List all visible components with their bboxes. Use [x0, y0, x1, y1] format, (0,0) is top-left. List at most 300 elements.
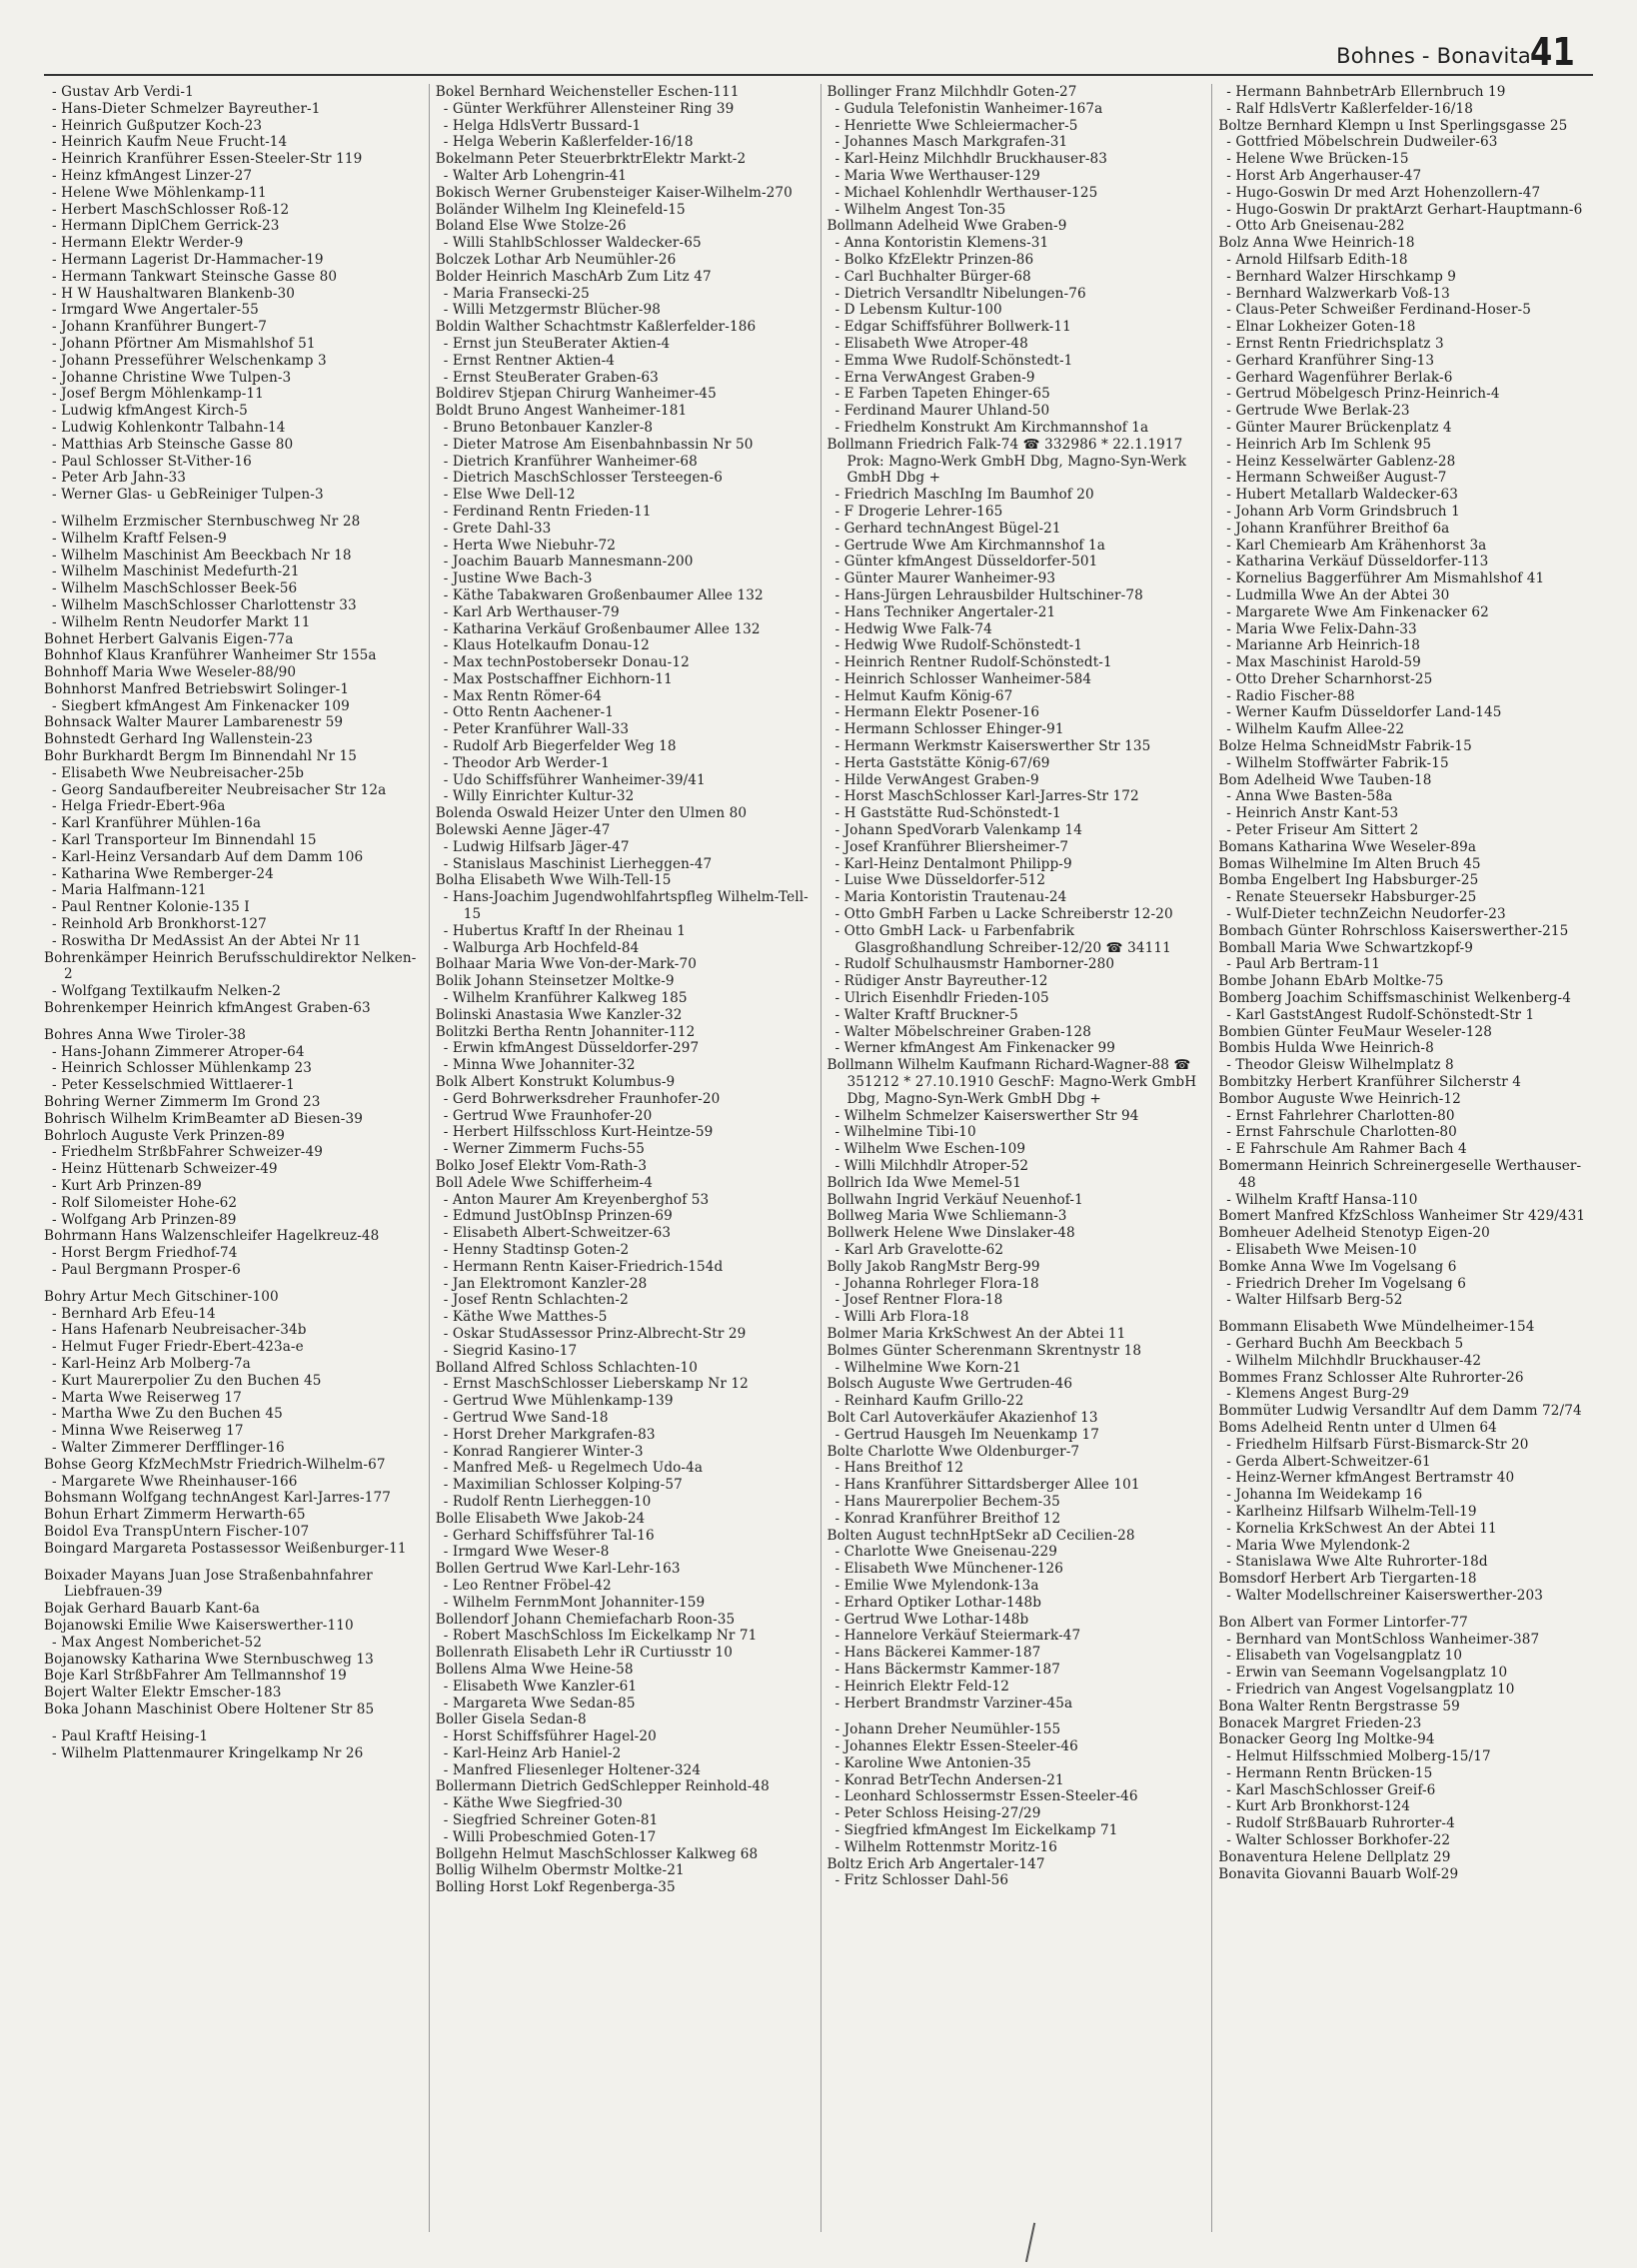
directory-entry: Bomans Katharina Wwe Weseler-89a: [1218, 838, 1477, 855]
directory-entry: - Elisabeth van Vogelsangplatz 10: [1226, 1648, 1463, 1665]
directory-entry: - Georg Sandaufbereiter Neubreisacher Str 12a: [52, 781, 387, 798]
directory-entry: - Siegbert kfmAngest Am Finkenacker 109: [52, 697, 350, 714]
directory-entry: Bohrisch Wilhelm KrimBeamter aD Biesen-39: [44, 1110, 363, 1127]
directory-entry: - Friedrich Dreher Im Vogelsang 6: [1226, 1275, 1467, 1292]
directory-entry: Bohun Erhart Zimmerm Herwarth-65: [44, 1507, 306, 1524]
directory-entry: Bolhaar Maria Wwe Von-der-Mark-70: [435, 956, 697, 973]
directory-entry: - Siegfried Schreiner Goten-81: [443, 1812, 659, 1829]
directory-entry: - Karl-Heinz Dentalmont Philipp-9: [834, 855, 1072, 872]
directory-entry: - Reinhold Arb Bronkhorst-127: [52, 916, 267, 933]
directory-entry: - Dieter Matrose Am Eisenbahnbassin Nr 50: [443, 436, 754, 453]
directory-entry: - Peter Friseur Am Sittert 2: [1226, 822, 1419, 839]
directory-column-1: [44, 84, 419, 2232]
directory-entry: - Ulrich Eisenhdlr Frieden-105: [834, 990, 1049, 1007]
directory-entry: Bolland Alfred Schloss Schlachten-10: [435, 1359, 699, 1376]
directory-entry: - Herta Gaststätte König-67/69: [834, 754, 1050, 771]
directory-entry: - Elisabeth Wwe Meisen-10: [1226, 1241, 1417, 1258]
directory-entry: - Johanna Im Weidekamp 16: [1226, 1487, 1423, 1504]
directory-entry: - Heinrich Arb Im Schlenk 95: [1226, 436, 1432, 453]
directory-entry: Bolt Carl Autoverkäufer Akazienhof 13: [826, 1409, 1098, 1426]
directory-entry: - Margareta Wwe Sedan-85: [443, 1695, 636, 1711]
directory-entry: - Heinrich Gußputzer Koch-23: [52, 117, 263, 134]
directory-entry: - Jan Elektromont Kanzler-28: [443, 1275, 648, 1292]
directory-entry: - Paul Kraftf Heising-1: [52, 1727, 209, 1744]
directory-entry: Boldt Bruno Angest Wanheimer-181: [435, 403, 688, 420]
directory-entry: Bojak Gerhard Bauarb Kant-6a: [44, 1601, 260, 1618]
directory-entry: - Leo Rentner Fröbel-42: [443, 1577, 612, 1594]
directory-entry: - Renate Steuersekr Habsburger-25: [1226, 889, 1477, 906]
directory-entry: - Erwin van Seemann Vogelsangplatz 10: [1226, 1665, 1508, 1682]
directory-entry: - Gerhard Kranführer Sing-13: [1226, 352, 1435, 369]
directory-entry: Bombitzky Herbert Kranführer Silcherstr 4: [1218, 1074, 1521, 1091]
directory-entry: - Peter Schloss Heising-27/29: [834, 1805, 1041, 1822]
directory-entry: - Rüdiger Anstr Bayreuther-12: [834, 973, 1048, 990]
directory-entry: - Wilhelmine Wwe Korn-21: [834, 1359, 1021, 1376]
directory-entry: - Karl-Heinz Arb Molberg-7a: [52, 1355, 251, 1372]
directory-entry: - Ernst Fahrlehrer Charlotten-80: [1226, 1107, 1455, 1124]
directory-entry: Bollig Wilhelm Obermstr Moltke-21: [435, 1862, 685, 1879]
directory-entry: - Manfred Meß- u Regelmech Udo-4a: [443, 1460, 704, 1477]
directory-entry: - Gertrud Wwe Lothar-148b: [834, 1611, 1029, 1628]
directory-entry: - Hubert Metallarb Waldecker-63: [1226, 487, 1459, 504]
directory-entry: Bolder Heinrich MaschArb Zum Litz 47: [435, 268, 712, 285]
directory-entry: - Minna Wwe Johanniter-32: [443, 1057, 636, 1074]
directory-entry: Bollen Gertrud Wwe Karl-Lehr-163: [435, 1561, 681, 1578]
directory-column-4: [1211, 84, 1593, 2232]
directory-entry: - Walter Kraftf Bruckner-5: [834, 1006, 1018, 1023]
directory-entry: - Otto GmbH Lack- u Farbenfabrik Glasgroßhandlung Schreiber-12/20 ☎ 34111: [834, 922, 1171, 956]
directory-entry: - Hugo-Goswin Dr med Arzt Hohenzollern-47: [1226, 184, 1541, 201]
directory-entry: Bohres Anna Wwe Tiroler-38: [44, 1026, 246, 1043]
directory-entry: - Hans Bäckerei Kammer-187: [834, 1645, 1041, 1662]
directory-entry: - Wilhelm FernmMont Johanniter-159: [443, 1594, 706, 1611]
directory-entry: - Karl MaschSchlosser Greif-6: [1226, 1781, 1436, 1798]
directory-entry: - Kornelius Baggerführer Am Mismahlshof 41: [1226, 570, 1545, 587]
directory-entry: - Heinz Hüttenarb Schweizer-49: [52, 1161, 278, 1178]
running-header-names: Bohnes - Bonavita: [1336, 44, 1531, 68]
directory-entry: - Josef Rentner Flora-18: [834, 1292, 1003, 1309]
directory-entry: - Gottfried Möbelschrein Dudweiler-63: [1226, 134, 1498, 151]
directory-entry: - Friedrich van Angest Vogelsangplatz 10: [1226, 1681, 1515, 1698]
directory-entry: - Gertrud Wwe Fraunhofer-20: [443, 1107, 653, 1124]
directory-entry: - Gerhard technAngest Bügel-21: [834, 520, 1061, 537]
directory-entry: - Helga Friedr-Ebert-96a: [52, 798, 226, 815]
header-rule: [44, 74, 1593, 76]
directory-entry: - Bruno Betonbauer Kanzler-8: [443, 419, 654, 436]
entry-gap: [827, 1711, 1202, 1721]
directory-entry: - Karl-Heinz Arb Haniel-2: [443, 1744, 622, 1761]
directory-entry: - Maria Halfmann-121: [52, 882, 207, 899]
directory-entry: - Ludmilla Wwe An der Abtei 30: [1226, 586, 1450, 603]
directory-entry: - Stanislaus Maschinist Lierheggen-47: [443, 855, 713, 872]
page-number: 41: [1530, 30, 1575, 74]
directory-entry: - Otto Rentn Aachener-1: [443, 704, 614, 721]
directory-entry: - Hermann Schweißer August-7: [1226, 470, 1447, 487]
directory-entry: Bomberg Joachim Schiffsmaschinist Welkenberg-4: [1218, 990, 1571, 1007]
directory-entry: - Willi Probeschmied Goten-17: [443, 1828, 657, 1845]
directory-entry: - Margarete Wwe Am Finkenacker 62: [1226, 603, 1489, 620]
directory-entry: - Heinrich Rentner Rudolf-Schönstedt-1: [834, 654, 1112, 671]
directory-entry: - Herbert Brandmstr Varziner-45a: [834, 1695, 1073, 1711]
directory-entry: Boingard Margareta Postassessor Weißenburger-11: [44, 1540, 407, 1557]
directory-entry: - Walter Hilfsarb Berg-52: [1226, 1292, 1403, 1309]
directory-entry: - Max Rentn Römer-64: [443, 687, 602, 704]
directory-entry: Bojert Walter Elektr Emscher-183: [44, 1685, 282, 1701]
directory-entry: - Werner kfmAngest Am Finkenacker 99: [834, 1040, 1115, 1057]
directory-entry: - Willi StahlbSchlosser Waldecker-65: [443, 235, 702, 252]
directory-entry: - Gertrud Wwe Mühlenkamp-139: [443, 1393, 674, 1410]
directory-entry: - Heinz Kesselwärter Gablenz-28: [1226, 453, 1456, 470]
directory-entry: Bokisch Werner Grubensteiger Kaiser-Wilhelm-270: [435, 184, 793, 201]
directory-entry: Bollwerk Helene Wwe Dinslaker-48: [826, 1225, 1075, 1242]
directory-entry: - Gerd Bohrwerksdreher Fraunhofer-20: [443, 1090, 721, 1107]
directory-entry: Bombe Johann EbArb Moltke-75: [1218, 973, 1444, 990]
directory-entry: Bonaventura Helene Dellplatz 29: [1218, 1848, 1451, 1865]
directory-entry: Bolmer Maria KrkSchwest An der Abtei 11: [826, 1325, 1126, 1342]
directory-entry: - Karl Transporteur Im Binnendahl 15: [52, 832, 317, 849]
directory-entry: - Gertrude Wwe Berlak-23: [1226, 403, 1410, 420]
directory-entry: - Joachim Bauarb Mannesmann-200: [443, 554, 694, 570]
directory-entry: Bohnsack Walter Maurer Lambarenestr 59: [44, 714, 344, 731]
directory-entry: - Horst Arb Angerhauser-47: [1226, 167, 1422, 184]
directory-entry: - Konrad Rangierer Winter-3: [443, 1443, 644, 1460]
directory-entry: - Edmund JustObInsp Prinzen-69: [443, 1208, 673, 1225]
directory-entry: - Justine Wwe Bach-3: [443, 570, 593, 587]
directory-entry: - H Gaststätte Rud-Schönstedt-1: [834, 805, 1061, 822]
directory-entry: Boltze Bernhard Klempn u Inst Sperlingsgasse 25: [1218, 117, 1568, 134]
directory-entry: - Katharina Verkäuf Düsseldorfer-113: [1226, 554, 1489, 570]
directory-entry: - Hans-Joachim Jugendwohlfahrtspfleg Wilhelm-Tell-15: [443, 889, 809, 923]
directory-entry: - Siegfried kfmAngest Im Eickelkamp 71: [834, 1822, 1118, 1839]
directory-entry: - Wolfgang Textilkaufm Nelken-2: [52, 983, 281, 1000]
directory-entry: Bolz Anna Wwe Heinrich-18: [1218, 235, 1415, 252]
directory-entry: - Helmut Fuger Friedr-Ebert-423a-e: [52, 1339, 304, 1356]
directory-entry: - Elisabeth Wwe Atroper-48: [834, 335, 1028, 352]
directory-entry: - Karl Kranführer Mühlen-16a: [52, 815, 262, 832]
directory-entry: - Gertrud Hausgeh Im Neuenkamp 17: [834, 1426, 1099, 1443]
directory-entry: - Gerda Albert-Schweitzer-61: [1226, 1453, 1431, 1470]
directory-entry: - Arnold Hilfsarb Edith-18: [1226, 251, 1408, 268]
directory-entry: - Ludwig kfmAngest Kirch-5: [52, 403, 248, 420]
directory-entry: - Gertrud Wwe Sand-18: [443, 1409, 609, 1426]
directory-entry: - Hubertus Kraftf In der Rheinau 1: [443, 922, 687, 939]
directory-entry: Bombien Günter FeuMaur Weseler-128: [1218, 1023, 1493, 1040]
directory-entry: - Gerhard Buchh Am Beeckbach 5: [1226, 1335, 1464, 1352]
directory-entry: - Reinhard Kaufm Grillo-22: [834, 1393, 1024, 1410]
directory-entry: Bolsch Auguste Wwe Gertruden-46: [826, 1376, 1073, 1393]
directory-entry: - Anton Maurer Am Kreyenberghof 53: [443, 1191, 710, 1208]
directory-entry: - Karl-Heinz Versandarb Auf dem Damm 106: [52, 848, 364, 865]
directory-entry: - Maria Kontoristin Trautenau-24: [834, 889, 1067, 906]
directory-entry: - Heinrich Elektr Feld-12: [834, 1678, 1009, 1695]
directory-entry: - Johann Pförtner Am Mismahlshof 51: [52, 335, 316, 352]
directory-entry: - Johann Kranführer Bungert-7: [52, 319, 268, 336]
directory-entry: - Friedhelm Konstrukt Am Kirchmannshof 1a: [834, 419, 1149, 436]
directory-entry: - Michael Kohlenhdlr Werthauser-125: [834, 184, 1098, 201]
directory-entry: - Wulf-Dieter technZeichn Neudorfer-23: [1226, 906, 1506, 923]
directory-entry: - Emilie Wwe Mylendonk-13a: [834, 1577, 1039, 1594]
directory-entry: - Josef Rentn Schlachten-2: [443, 1292, 629, 1309]
directory-entry: - Klemens Angest Burg-29: [1226, 1386, 1410, 1403]
directory-entry: - Heinrich Kaufm Neue Frucht-14: [52, 134, 288, 151]
directory-entry: - Edgar Schiffsführer Bollwerk-11: [834, 319, 1071, 336]
directory-entry: Bommes Franz Schlosser Alte Ruhrorter-26: [1218, 1369, 1524, 1386]
directory-entry: - Gustav Arb Verdi-1: [52, 84, 194, 100]
directory-entry: - Hans Breithof 12: [834, 1460, 964, 1477]
directory-entry: Bollmann Adelheid Wwe Graben-9: [826, 218, 1067, 235]
directory-entry: - Max Angest Nomberichet-52: [52, 1634, 263, 1651]
directory-entry: - Willi Metzgermstr Blücher-98: [443, 302, 661, 319]
directory-entry: Bolinski Anastasia Wwe Kanzler-32: [435, 1006, 683, 1023]
directory-entry: Bolk Albert Konstrukt Kolumbus-9: [435, 1074, 676, 1091]
directory-entry: - Rudolf Schulhausmstr Hamborner-280: [834, 956, 1115, 973]
directory-entry: - Heinrich Schlosser Mühlenkamp 23: [52, 1060, 313, 1077]
directory-entry: - Gerhard Schiffsführer Tal-16: [443, 1527, 655, 1544]
directory-entry: - Willi Arb Flora-18: [834, 1309, 969, 1326]
directory-entry: - Friedrich MaschIng Im Baumhof 20: [834, 487, 1094, 504]
directory-entry: - Otto Dreher Scharnhorst-25: [1226, 670, 1433, 687]
directory-entry: - Bolko KfzElektr Prinzen-86: [834, 251, 1034, 268]
directory-entry: - Erna VerwAngest Graben-9: [834, 369, 1035, 386]
directory-entry: - Otto Arb Gneisenau-282: [1226, 218, 1405, 235]
directory-entry: - Max Postschaffner Eichhorn-11: [443, 670, 673, 687]
directory-entry: Bohrenkämper Heinrich Berufsschuldirektor Nelken-2: [44, 949, 417, 983]
directory-entry: - Wilhelm Kaufm Allee-22: [1226, 721, 1405, 738]
directory-entry: Boland Else Wwe Stolze-26: [435, 218, 627, 235]
directory-entry: - Max technPostobersekr Donau-12: [443, 654, 690, 671]
directory-entry: Bombis Hulda Wwe Heinrich-8: [1218, 1040, 1434, 1057]
directory-entry: - Werner Zimmerm Fuchs-55: [443, 1141, 645, 1158]
directory-entry: Bomball Maria Wwe Schwartzkopf-9: [1218, 939, 1474, 956]
entry-gap: [44, 1017, 419, 1027]
directory-entry: - Elisabeth Wwe Neubreisacher-25b: [52, 764, 305, 781]
directory-entry: - Hermann Elektr Werder-9: [52, 235, 244, 252]
directory-entry: - Walter Möbelschreiner Graben-128: [834, 1023, 1091, 1040]
directory-entry: - Karl Arb Gravelotte-62: [834, 1241, 1004, 1258]
directory-entry: - Ferdinand Maurer Uhland-50: [834, 403, 1050, 420]
directory-entry: - Karlheinz Hilfsarb Wilhelm-Tell-19: [1226, 1503, 1477, 1520]
directory-entry: - Hermann BahnbetrArb Ellernbruch 19: [1226, 84, 1506, 100]
directory-entry: Bolze Helma SchneidMstr Fabrik-15: [1218, 738, 1472, 755]
directory-entry: - D Lebensm Kultur-100: [834, 302, 1002, 319]
directory-entry: - Helmut Kaufm König-67: [834, 687, 1013, 704]
directory-entry: - Ludwig Kohlenkontr Talbahn-14: [52, 419, 286, 436]
directory-entry: - Josef Kranführer Bliersheimer-7: [834, 838, 1069, 855]
directory-entry: Bolewski Aenne Jäger-47: [435, 822, 611, 839]
directory-entry: Bohrmann Hans Walzenschleifer Hagelkreuz-48: [44, 1228, 380, 1245]
directory-entry: - Henny Stadtinsp Goten-2: [443, 1241, 630, 1258]
directory-entry: Boländer Wilhelm Ing Kleinefeld-15: [435, 201, 686, 218]
directory-entry: - Josef Bergm Möhlenkamp-11: [52, 386, 264, 403]
directory-entry: - Walter Zimmerer Derfflinger-16: [52, 1439, 285, 1456]
directory-entry: - Wilhelm Rentn Neudorfer Markt 11: [52, 613, 311, 630]
directory-entry: - Günter Maurer Brückenplatz 4: [1226, 419, 1452, 436]
directory-entry: - Günter Werkführer Allensteiner Ring 39: [443, 100, 735, 117]
directory-entry: - Helga HdlsVertr Bussard-1: [443, 117, 642, 134]
directory-entry: - Hans Techniker Angertaler-21: [834, 603, 1056, 620]
directory-entry: - Wilhelm Erzmischer Sternbuschweg Nr 28: [52, 513, 361, 530]
directory-entry: - Paul Arb Bertram-11: [1226, 956, 1381, 973]
directory-entry: Bokelmann Peter SteuerbrktrElektr Markt-2: [435, 151, 747, 168]
directory-entry: - Walter Modellschreiner Kaiserswerther-203: [1226, 1587, 1544, 1604]
directory-entry: - Radio Fischer-88: [1226, 687, 1355, 704]
directory-entry: - Klaus Hotelkaufm Donau-12: [443, 637, 650, 654]
directory-entry: Bolko Josef Elektr Vom-Rath-3: [435, 1158, 648, 1174]
directory-entry: - Walter Schlosser Borkhofer-22: [1226, 1832, 1451, 1849]
directory-entry: - Fritz Schlosser Dahl-56: [834, 1872, 1009, 1889]
directory-entry: Bollermann Dietrich GedSchlepper Reinhold-48: [435, 1778, 770, 1795]
directory-entry: - Wilhelm Maschinist Am Beeckbach Nr 18: [52, 547, 352, 564]
directory-entry: - Ernst Fahrschule Charlotten-80: [1226, 1124, 1457, 1141]
page-header: [0, 0, 1637, 76]
directory-entry: - Johann Dreher Neumühler-155: [834, 1721, 1061, 1738]
directory-entry: - E Fahrschule Am Rahmer Bach 4: [1226, 1141, 1467, 1158]
directory-entry: - Maria Fransecki-25: [443, 285, 590, 302]
directory-entry: - Hannelore Verkäuf Steiermark-47: [834, 1628, 1081, 1645]
directory-entry: Bollenrath Elisabeth Lehr iR Curtiusstr 10: [435, 1645, 734, 1662]
directory-entry: - Herbert Hilfsschloss Kurt-Heintze-59: [443, 1124, 714, 1141]
directory-entry: Bollrich Ida Wwe Memel-51: [826, 1174, 1022, 1191]
directory-entry: - Heinz kfmAngest Linzer-27: [52, 167, 253, 184]
directory-entry: - Hedwig Wwe Rudolf-Schönstedt-1: [834, 637, 1083, 654]
directory-entry: Boka Johann Maschinist Obere Holtener Str 85: [44, 1701, 375, 1717]
directory-entry: - Siegrid Kasino-17: [443, 1342, 578, 1359]
directory-entry: - Katharina Verkäuf Großenbaumer Allee 132: [443, 620, 761, 637]
directory-entry: - Kurt Arb Prinzen-89: [52, 1178, 202, 1194]
entry-gap: [44, 1279, 419, 1289]
directory-columns: [44, 84, 1593, 2232]
directory-entry: - Marianne Arb Heinrich-18: [1226, 637, 1421, 654]
directory-entry: Boidol Eva TranspUntern Fischer-107: [44, 1523, 310, 1540]
directory-entry: - Anna Kontoristin Klemens-31: [834, 235, 1049, 252]
directory-entry: - Manfred Fliesenleger Holtener-324: [443, 1761, 702, 1778]
directory-entry: - Johanne Christine Wwe Tulpen-3: [52, 369, 292, 386]
directory-entry: - Maximilian Schlosser Kolping-57: [443, 1477, 683, 1494]
directory-entry: - Paul Rentner Kolonie-135 I: [52, 899, 250, 916]
directory-entry: Bohnhof Klaus Kranführer Wanheimer Str 155a: [44, 647, 377, 664]
directory-entry: - Elisabeth Wwe Kanzler-61: [443, 1678, 638, 1695]
directory-entry: - Irmgard Wwe Weser-8: [443, 1544, 610, 1561]
directory-entry: - Werner Kaufm Düsseldorfer Land-145: [1226, 704, 1502, 721]
directory-entry: - Willy Einrichter Kultur-32: [443, 788, 635, 805]
directory-entry: - Wolfgang Arb Prinzen-89: [52, 1211, 237, 1228]
directory-entry: Bolte Charlotte Wwe Oldenburger-7: [826, 1443, 1080, 1460]
directory-entry: - Rudolf Rentn Lierheggen-10: [443, 1493, 652, 1510]
directory-entry: Bohring Werner Zimmerm Im Grond 23: [44, 1094, 321, 1111]
directory-entry: - Heinz-Werner kfmAngest Bertramstr 40: [1226, 1470, 1515, 1487]
directory-entry: - Johannes Masch Markgrafen-31: [834, 134, 1068, 151]
directory-entry: - Paul Schlosser St-Vither-16: [52, 453, 252, 470]
directory-entry: - Johann SpedVorarb Valenkamp 14: [834, 822, 1082, 839]
directory-entry: - Helene Wwe Möhlenkamp-11: [52, 184, 267, 201]
directory-entry: - Karl GaststAngest Rudolf-Schönstedt-Str 1: [1226, 1006, 1535, 1023]
directory-entry: - Marta Wwe Reiserweg 17: [52, 1389, 242, 1406]
directory-entry: - Robert MaschSchloss Im Eickelkamp Nr 71: [443, 1628, 758, 1645]
directory-entry: - Horst MaschSchlosser Karl-Jarres-Str 172: [834, 788, 1139, 805]
directory-entry: - Rudolf Arb Biegerfelder Weg 18: [443, 738, 677, 755]
directory-entry: - Elisabeth Wwe Münchener-126: [834, 1561, 1063, 1578]
directory-entry: Boldin Walther Schachtmstr Kaßlerfelder-186: [435, 319, 757, 336]
directory-entry: - Elisabeth Albert-Schweitzer-63: [443, 1225, 672, 1242]
directory-entry: Bolle Elisabeth Wwe Jakob-24: [435, 1510, 646, 1527]
directory-entry: - Hermann Rentn Brücken-15: [1226, 1764, 1433, 1781]
directory-entry: - Wilhelm Kraftf Hansa-110: [1226, 1191, 1418, 1208]
directory-entry: - Konrad Kranführer Breithof 12: [834, 1510, 1061, 1527]
directory-entry: - Peter Kranführer Wall-33: [443, 721, 630, 738]
directory-entry: Bomke Anna Wwe Im Vogelsang 6: [1218, 1258, 1457, 1275]
directory-entry: - Helene Wwe Brücken-15: [1226, 151, 1409, 168]
directory-entry: Bomsdorf Herbert Arb Tiergarten-18: [1218, 1571, 1477, 1588]
directory-entry: - Peter Arb Jahn-33: [52, 470, 187, 487]
directory-entry: - Helmut Hilfsschmied Molberg-15/17: [1226, 1748, 1491, 1765]
directory-entry: - Emma Wwe Rudolf-Schönstedt-1: [834, 352, 1073, 369]
directory-entry: - Kurt Arb Bronkhorst-124: [1226, 1798, 1410, 1815]
directory-entry: - Hans Kranführer Sittardsberger Allee 101: [834, 1477, 1140, 1494]
directory-entry: - Maria Wwe Werthauser-129: [834, 167, 1040, 184]
directory-entry: Bolten August technHptSekr aD Cecilien-28: [826, 1527, 1135, 1544]
directory-entry: - Hans-Dieter Schmelzer Bayreuther-1: [52, 100, 321, 117]
directory-entry: - Wilhelm Maschinist Medefurth-21: [52, 564, 300, 580]
directory-entry: - Günter kfmAngest Düsseldorfer-501: [834, 554, 1098, 570]
directory-entry: - Hermann Schlosser Ehinger-91: [834, 721, 1064, 738]
directory-entry: - F Drogerie Lehrer-165: [834, 503, 1003, 520]
directory-entry: - Heinrich Schlosser Wanheimer-584: [834, 670, 1092, 687]
directory-entry: Bohrenkemper Heinrich kfmAngest Graben-63: [44, 1000, 371, 1017]
entry-gap: [44, 1558, 419, 1568]
directory-entry: - Gertrude Wwe Am Kirchmannshof 1a: [834, 537, 1105, 554]
directory-entry: Bolenda Oswald Heizer Unter den Ulmen 80: [435, 805, 748, 822]
directory-entry: Bommann Elisabeth Wwe Mündelheimer-154: [1218, 1319, 1535, 1336]
directory-entry: - Roswitha Dr MedAssist An der Abtei Nr 11: [52, 932, 362, 949]
directory-entry: Bonacker Georg Ing Moltke-94: [1218, 1731, 1435, 1748]
directory-entry: - Gudula Telefonistin Wanheimer-167a: [834, 100, 1103, 117]
directory-entry: - Ferdinand Rentn Frieden-11: [443, 503, 652, 520]
directory-entry: - Karl-Heinz Milchhdlr Bruckhauser-83: [834, 151, 1108, 168]
directory-entry: - Luise Wwe Düsseldorfer-512: [834, 872, 1046, 889]
directory-entry: Bollinger Franz Milchhdlr Goten-27: [826, 84, 1077, 100]
directory-entry: Boms Adelheid Rentn unter d Ulmen 64: [1218, 1419, 1497, 1436]
directory-entry: Bojanowski Emilie Wwe Kaiserswerther-110: [44, 1617, 354, 1634]
directory-entry: - Hermann Tankwart Steinsche Gasse 80: [52, 268, 338, 285]
directory-entry: Bollgehn Helmut MaschSchlosser Kalkweg 68: [435, 1845, 759, 1862]
directory-entry: Bohnhoff Maria Wwe Weseler-88/90: [44, 664, 297, 681]
directory-entry: - Karl Arb Werthauser-79: [443, 603, 620, 620]
directory-entry: - Matthias Arb Steinsche Gasse 80: [52, 436, 294, 453]
directory-entry: - Maria Wwe Mylendonk-2: [1226, 1537, 1411, 1554]
directory-entry: - Wilhelm Kranführer Kalkweg 185: [443, 990, 688, 1007]
directory-entry: - Ernst MaschSchlosser Lieberskamp Nr 12: [443, 1376, 749, 1393]
directory-entry: Bollmann Friedrich Falk-74 ☎ 332986 * 22.1.1917 Prok: Magno-Werk GmbH Dbg, Magno-Syn-Werk GmbH Dbg +: [826, 436, 1187, 487]
directory-entry: - Erhard Optiker Lothar-148b: [834, 1594, 1042, 1611]
directory-entry: - Karl Chemiearb Am Krähenhorst 3a: [1226, 537, 1487, 554]
entry-gap: [1218, 1605, 1593, 1615]
directory-entry: - Else Wwe Dell-12: [443, 487, 576, 504]
directory-entry: - Claus-Peter Schweißer Ferdinand-Hoser-5: [1226, 302, 1531, 319]
directory-entry: - Ernst Rentn Friedrichsplatz 3: [1226, 335, 1444, 352]
directory-entry: - Heinrich Kranführer Essen-Steeler-Str 119: [52, 151, 363, 168]
directory-entry: - Wilhelm Schmelzer Kaiserswerther Str 94: [834, 1107, 1139, 1124]
directory-entry: Bonacek Margret Frieden-23: [1218, 1714, 1422, 1731]
directory-entry: Bombor Auguste Wwe Heinrich-12: [1218, 1090, 1461, 1107]
directory-entry: Bohry Artur Mech Gitschiner-100: [44, 1288, 279, 1305]
directory-entry: - Hermann Werkmstr Kaiserswerther Str 135: [834, 738, 1151, 755]
directory-entry: Bohse Georg KfzMechMstr Friedrich-Wilhelm-67: [44, 1456, 386, 1473]
directory-entry: - H W Haushaltwaren Blankenb-30: [52, 285, 296, 302]
directory-entry: Bommüter Ludwig Versandltr Auf dem Damm 72/74: [1218, 1403, 1582, 1420]
directory-entry: - Helga Weberin Kaßlerfelder-16/18: [443, 134, 694, 151]
directory-column-2: [429, 84, 811, 2232]
directory-entry: - Minna Wwe Reiserweg 17: [52, 1423, 244, 1440]
